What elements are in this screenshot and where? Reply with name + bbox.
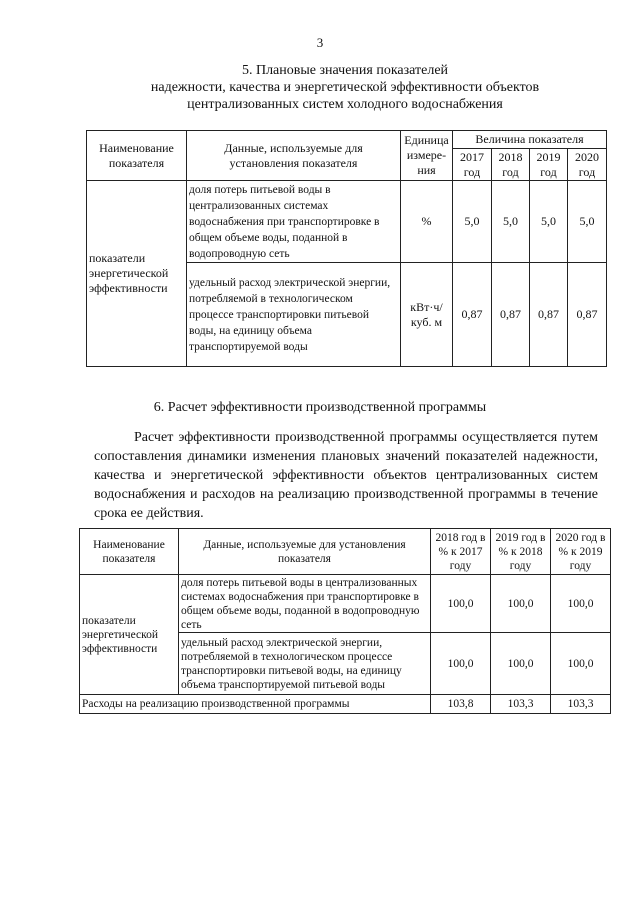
table-row <box>87 181 607 263</box>
header-percent-col: 2018 год в % к 2017 году <box>431 529 491 575</box>
row-value: 0,87 <box>453 263 492 367</box>
group-label: показатели энергетической эффективности <box>87 181 187 367</box>
page-number: 3 <box>316 35 324 50</box>
row-value: 100,0 <box>551 633 611 695</box>
row-value: 0,87 <box>568 263 607 367</box>
row-data-description: доля потерь питьевой воды в централизованных системах водоснабжения при транспортировке в общем объеме воды, поданной в водопроводную сеть <box>179 575 431 633</box>
footer-row <box>80 695 611 714</box>
row-value: 100,0 <box>431 575 491 633</box>
row-unit: % <box>401 181 453 263</box>
section5-title-line2: надежности, качества и энергетической эффективности объектов <box>150 80 540 95</box>
header-year: 2018 год <box>492 149 530 181</box>
row-value: 0,87 <box>492 263 530 367</box>
row-value: 5,0 <box>492 181 530 263</box>
header-year: 2020 год <box>568 149 607 181</box>
section6-title: 6. Расчет эффективности производственной программы <box>153 400 487 415</box>
section6-paragraph: Расчет эффективности производственной программы осуществляется путем сопоставления динамики изменения плановых значений показателей надежности, качества и энергетической эффективности объектов централизованных систем водоснабжения и расходов на реализацию производственной программы в течение срока ее действия. <box>94 430 598 521</box>
row-value: 5,0 <box>568 181 607 263</box>
table-row <box>80 575 611 633</box>
row-value: 100,0 <box>491 575 551 633</box>
row-value: 100,0 <box>491 633 551 695</box>
section5-title-line1: 5. Плановые значения показателей <box>241 63 449 78</box>
efficiency-table <box>79 528 611 714</box>
header-data-used: Данные, используемые для установления показателя <box>179 529 431 575</box>
row-data-description: удельный расход электрической энергии, потребляемой в технологическом процессе транспортировки питьевой воды, на единицу объема транспортируемой воды <box>187 263 401 367</box>
section5-title-line3: централизованных систем холодного водоснабжения <box>187 97 503 112</box>
header-indicator-value: Величина показателя <box>453 131 607 149</box>
footer-value: 103,3 <box>551 695 611 714</box>
row-value: 5,0 <box>530 181 568 263</box>
header-percent-col: 2019 год в % к 2018 году <box>491 529 551 575</box>
header-year: 2017 год <box>453 149 492 181</box>
row-value: 100,0 <box>431 633 491 695</box>
header-indicator-name: Наименование показателя <box>87 131 187 181</box>
header-year: 2019 год <box>530 149 568 181</box>
header-data-used: Данные, используемые для установления показателя <box>187 131 401 181</box>
row-unit: кВт·ч/ куб. м <box>401 263 453 367</box>
header-percent-col: 2020 год в % к 2019 году <box>551 529 611 575</box>
row-value: 100,0 <box>551 575 611 633</box>
row-value: 0,87 <box>530 263 568 367</box>
row-value: 5,0 <box>453 181 492 263</box>
group-label: показатели энергетической эффективности <box>80 575 179 695</box>
header-unit: Единица измере-ния <box>401 131 453 181</box>
row-data-description: доля потерь питьевой воды в централизованных системах водоснабжения при транспортировке в общем объеме воды, поданной в водопроводную сеть <box>187 181 401 263</box>
target-values-table <box>86 130 607 367</box>
footer-value: 103,3 <box>491 695 551 714</box>
footer-value: 103,8 <box>431 695 491 714</box>
header-indicator-name: Наименование показателя <box>80 529 179 575</box>
section5-title <box>80 62 610 113</box>
row-data-description: удельный расход электрической энергии, потребляемой в технологическом процессе транспортировки питьевой воды, на единицу объема транспортируемой питьевой воды <box>179 633 431 695</box>
footer-label: Расходы на реализацию производственной программы <box>80 695 431 714</box>
